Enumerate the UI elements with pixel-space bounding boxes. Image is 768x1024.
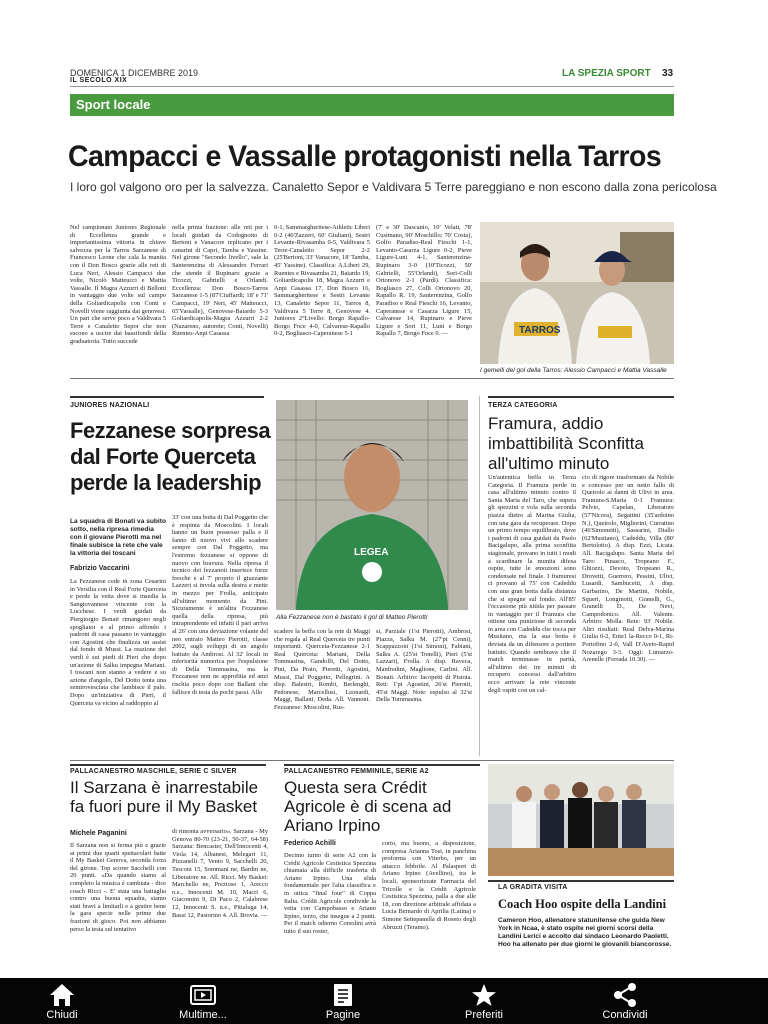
tab-close[interactable] (2, 978, 122, 1024)
fezzanese-col2: 33' con una botta di Dal Poggetto che è respinta da Moscolini. I locali hanno un buon possesso palla e il fanno di nuovo vivi allo scadere sempre con Dal Poggetto, ma l'estremo fezzanese si oppone di nuovo con bravura. Nella ripresa il tecnico dei fezzanoti inserisce forze fresche e al 7' proprio il giuzzante Lazzeri si invola sulla destra e mette in mezzo per Frolla, anticipato all'ultimo momento da Pini. Sicuramente è un'altra Fezzanese quella della ripresa, più intraprendente ed infatti il pari arriva al 26' con una deviazione volante del neo entrato Matteo Pierotti, classe 2002, sugli sviluppi di un angolo battuto da Ambrosi. Al 32' locali in inferiorità numerica per l'espulsione di Della Tommasina, ma la Fezzanese non ne approfitta ed anzi rischia poco dopo con Ballani che fallisce di testa da pochi passi. Allo (172, 514, 268, 696)
main-subheadline: I loro gol valgono oro per la salvezza. Canaletto Sepor e Valdivara 5 Terre pareggiano e non escono dalla zona pericolosa (70, 180, 717, 194)
credit-col2: corto, ma buono, a disposizione, compresa Arianna Tosi, in panchina proforma con Viterbo, per un attacco febbrile. Al Palasport di Ariano Irpino (Avellino), tra le locali, sponsorizzate Farmacia del Tricolle e la Crédit Agricole Cestistica Spezzina, palla a due alle 18, con direzione arbitrale affidata a Lucia Bernardo di Aprilia (Latina) e Simone Settepanella di Roseto degli Abruzzi (Teramo). (382, 840, 476, 931)
main-photo-caption: I gemelli del gol della Tarros: Alessio Campacci e Mattia Vassalle (480, 367, 667, 374)
tab-close-label: Chiudi (46, 1009, 78, 1021)
sarzana-byline: Michele Paganini (70, 830, 127, 837)
main-story-col2: nella prima frazione: alle reti per i locali guidati da Codognotto di Bertoni e Vanacore replicano per i canarini di Capri, Tamba e Yassine. Nel girone "Secondo livello", sale la Santerenzina di Alessandro Ferrari che stende il Rupinaro grazie a Ticozzi, Gabrielli e Orlandi. Eccellenza: Don Bosco-Tarros Sarzanese 1-5 (87'Ciuffardi; 18' e 71' Campacci, 19' Neri, 45' Matteucci, 65'Vassalle), Genovese-Baiardo 5-3 Goliardicapolis-Magra Azzurri 2-2 (Nazareno, autorete; Conti, Novelli) Ruentes-Anpi Casassa (172, 224, 268, 338)
divider-rule-2 (70, 760, 674, 761)
tab-share[interactable] (565, 978, 685, 1024)
section-name: LA SPEZIA SPORT (562, 68, 651, 79)
tab-multimedia[interactable] (143, 978, 263, 1024)
tab-pages-label: Pagine (325, 1009, 361, 1021)
coach-kicker: LA GRADITA VISITA (498, 884, 568, 891)
page-number: 33 (662, 68, 674, 79)
credit-top-rule (284, 764, 480, 766)
share-icon (612, 983, 638, 1010)
main-headline: Campacci e Vassalle protagonisti nella Tarros (68, 140, 662, 173)
credit-byline: Federico Achilli (284, 840, 336, 847)
fezzanese-col4: si, Parziale (1'st Pierotti), Ambrosi, Piazza, Salku M. (27'pt Cenni), Scappazzoni (1'st Simoni), Fabiani, Salku A. (25'st Tonelli), Pieri (5'st Lazzari), Frolla. A disp. Raveca, Manfredini, Maglione, Carlini. All. Bonati. Arbitro: Iacopetti di Pistoia. Reti: 1'pt Agostini, 26'st Pierotti, 45'st Maggi. Note: espulso al 32'st Della Tommasina. (376, 628, 472, 704)
framura-col1: Un'autentica beffa in Terza Categoria. Il Framura perde in casa all'ultimo minuto contro il Santa Maria del Taro, che supera gli spezzini e vola sulla seconda piazza dietro al Marina Giulia, con una gara da recuperare. Dopo un primo tempo equilibrato, dove i padroni di casa guidati da Paolo Bacigalupo, alla prima sconfitta stagionale, provano in tutti i modi a scardinare la munita difesa ospite, tutte le emozioni sono condensate nel finale. I framuresi ci provano al 75' con Cadeddu con una gran botta dalla distanza che si spegne sul fondo. All'85' l'occasione più nitida per passare in vantaggio per il Framura che ottiene una punizione di seconda in area con Cadeddu che tocca per Musitano, ma la sua botta è deviata da un difensore a portiere battuto. Quando sembrava che il match terminasse in parità, all'ultimo dei tre minuti di recupero concessi dall'arbitro ecco arrivare la rete vincente degli ospiti con un cal- (488, 474, 576, 694)
fezzanese-byline: Fabrizio Vaccarini (70, 565, 130, 572)
sarzana-headline: Il Sarzana è inarrestabile fa fuori pure il My Basket (70, 778, 259, 816)
credit-headline: Questa sera Crédit Agricole è di scena ad Ariano Irpino (284, 778, 452, 835)
coach-photo (488, 764, 674, 876)
main-photo (480, 222, 674, 364)
sarzana-col2: di rimonta avversario». Sarzana - My Genova 80-70 (23-21, 50-37, 64-58) Sarzana: Bencaster, Dell'Innocenti 4, Viola 14, Albanesi, Melegari 11, Pizzanelli 7, Vento 9, Sacchelli 20, Tesconi 15, Sommani ne, Bardin ne, Liberatore ne. All. Ricci. My Basket: Marchello ne, Prezioso 1, Arecco n.e., Innocenti M. 10, Macri 6, Giacomini 9, Di Paco 2, Calabrese 12, Innocenti S. n.e., Pittaluga 14, Bassi 12, Pastorino 4. All. Brovia. — (172, 828, 268, 919)
multimedia-icon (190, 983, 216, 1010)
sarzana-col1: Il Sarzana non si ferma più e grazie ai primi due quarti spettacolari batte il My Basket Genova, seconda forza del girone. Top scorer Sacchelli con 20 punti. «Da quando siamo al completo la musica è cambiata - dice coach Ricci -. E' stata una battaglia contro una buona squadra, siamo stati bravi a limitarli e a gestire bene la gara specie nelle prime due frazioni di gioco. Poi non abbiamo perso la testa sul tentativo (70, 842, 166, 933)
fezzanese-lead: La squadra di Bonati va subito sotto, nella ripresa rimedia con il giovane Pierotti ma nel finale subisce la rete che vale la vittoria dei toscani (70, 518, 166, 557)
svg-text:TARROS: TARROS (519, 325, 561, 336)
main-story-col1: Nel campionato Juniores Regionale di Eccellenza grande e importantissima vittoria in chiave salvezza per la Tarros Sarzanese di Francesco Leone che cala la manita con il Don Bosco grazie alle reti di Luca Neri, Alessio Campacci due volte, Nicolò Matteucci e Mattia Vassalle. Il Magra Azzurri di Belloni in vantaggio due volte sul campo della Goliardicapolis con Conti e Novelli viene raggiunta dai genovesi. Un pari che serve poco a Valdivara 5 Terre e Canaletto Sepor che non escono a uscire dai bassifondi della graduatoria. Tutto succede (70, 224, 166, 345)
fezzanese-col1: La Fezzanese cede in zona Cesarini in Versilia con il Real Forte Querceta e perde la vetta dove si insedia la Sangiovannese vincente con la Lucchese. I verdi guidati da Piergiorgio Bonati rimangono negli spogliatoi e al primo affondo i padroni di casa passano in vantaggio con Agostini che finalizza un assist dal fondo di Mussi. La reazione dei verdi è sui piedi di Pieri che dopo un'azione di Salku impegna Mariani. I toscani non stanno a vedere e su azione d'angolo, Del Dotto tenta una semirovesciata che lambisce il palo. Dopo un'iniziativa di Pieri, il Querceta va vicino al raddoppio al (70, 578, 166, 707)
tab-favorites[interactable] (424, 978, 544, 1024)
main-story-col3: 0-1, Sammargheritese-Athletic Liberi 0-2 (40'Zazzeri, 60' Giuliani), Sestri Levante-Rivasamba 0-5, Valdivara 5 Terre-Canaletto Sepor 2-2 (25'Bertoni, 33' Vanacore, 18' Tamba, 45' Yassine). Classifica: A.Liberi 29, Ruentes e Rivasamba 21, Baiardo 19, Goliardicapolis 18, Magra Azzurri e Anpi Casassa 17, Don Bosco 16, Sammargheritese e Sestri Levante 13, Canaletto Sepor 11, Tarros 8, Valdivara 5 Terre 8, Genovese 4. Juniores 2°Livello: Borgo Rapallo-Borgo Foce 4-0, Calvarese-Rapallo 0-2, Bogliasco-Caperanese 5-1 (274, 224, 370, 338)
section-band-label: Sport locale (76, 97, 151, 112)
issue-date: DOMENICA 1 DICEMBRE 2019 (70, 68, 199, 78)
publication-name: IL SECOLO XIX (70, 77, 128, 84)
sarzana-kicker: PALLACANESTRO MASCHILE, SERIE C SILVER (70, 768, 237, 775)
section-band (70, 94, 674, 116)
framura-col2: cio di rigore trasformato da Nobile e concesso per un netto fallo di Queirolo ai danni di Ulivi in area. Framura-S.Maria 0-1 Framura: Pelvio, Capelan, Liberatore (57'Nicora), Segattini (35'ardoino N.), Queirolo, Migliorini, Curratino (46'Simonetti), Sassarini, Diallo (62'Musitano), Cadeddu, Villa (80' Bertolotto). A disp. Ezzi, Licata. All. Bacigalupo. Santa Maria del Taro: Pinasco, Tropeano F., Ghiozzi, Devoto, Tropeano R., Drovetti, Guerrero, Pessini, Ulivi, Lusardi, Sambucetti, A disp. Garbarino, De Martini, Nobile, Squeri, Longinotti, Granelli, G., Granelli D., De Nevi, Campodonico. All. Valente. Arbitro: Molla. Rete: 93' Nobile. Altri risultati: Real Delva-Marina Giulia 0-2, Ente1 la-Recco 0-1, Ri-Portofino 2-0, Vall D'Aveto-Rapid Nozarego 3-3. Oggi: Lumarzo-Arenelle (Ferrada 10.30). — (582, 474, 674, 664)
coach-headline: Coach Hoo ospite della Landini (498, 897, 667, 911)
column-divider (479, 396, 480, 756)
tab-multimedia-label: Multime... (179, 1009, 227, 1021)
bottom-toolbar (0, 978, 768, 1024)
fezzanese-headline: Fezzanese sorpresa dal Forte Querceta perde la leadership (70, 418, 271, 495)
credit-col1: Decimo turno di serie A2 con la Crédit Agricole Cestistica Spezzina chiamata alla difficile trasferta di Ariano Irpino. Una sfida fondamentale per l'alta classifica e in ottica "final four" di Coppa Italia. Crédit Agricole condivide la vetta con Campobasso e Ariano Irpino, terzo, che insegue a 2 punti. Per il match odierno Corsolini avrà tutto il suo roster, (284, 852, 376, 935)
pages-icon (332, 983, 354, 1010)
fezzanese-col3: scadere la beffa con la rete di Maggi che regala al Real Querceta tre punti importanti. Querceta-Fezzanese 2-1 Real Querceta: Mariani, Della Tommasina, Gandolfi, Del Dotto, Pini, Da Prato, Pieretti, Agostini, Mussi, Dal Poggetto, Pellegrini. A disp. Balestri, Rombi, Berlenghi, Pedonese, Marcellusi, Leonardi, Maggi, Ballani, Deda. All. Vannoni. Fezzanese: Moscolini, Rus- (274, 628, 370, 711)
star-icon (471, 983, 497, 1010)
tab-pages[interactable] (283, 978, 403, 1024)
credit-kicker: PALLACANESTRO FEMMINILE, SERIE A2 (284, 768, 429, 775)
sarzana-top-rule (70, 764, 266, 766)
fezzanese-photo (276, 400, 468, 610)
fezzanese-photo-caption: Alla Fezzanese non è bastato il gol di Matteo Pierotti (276, 614, 428, 621)
divider-rule (70, 378, 674, 379)
coach-body: Cameron Hoo, allenatore statunitense che guida New York in Ncaa, è stato ospite nei giorni scorsi della Landini Lerici e accolto dal sindaco Leonardo Paoletti. Hoo ha allenato per due giorni le giovanili biancorosse. (498, 917, 672, 948)
framura-headline: Framura, addio imbattibilità Sconfitta all'ultimo minuto (488, 414, 644, 473)
svg-text:LEGEA: LEGEA (354, 547, 389, 558)
framura-kicker: TERZA CATEGORIA (488, 402, 558, 409)
fezzanese-kicker: JUNIORES NAZIONALI (70, 402, 150, 409)
framura-top-rule (488, 396, 674, 398)
main-story-col4: (7' e 30' Dascanio, 10' Velati, 78' Cusimano, 90' Moschillo; 70' Costa), Golfo Paradiso-Real Fieschi 1-1, Levanto-Casarza Ligure 0-2, Pieve Ligure-Luni 4-1, Santerenzina-Rupinaro 3-0 (10'Ticozzi, 50' Gabrielli, 55'Orlandi), Sori-Colli Ortonovo 2-1 (Pardi). Classifica: Bogliasco 27, Colli Ortonovo 20, Rapallo R. 19, Santerenzina, Golfo Paradiso e Real Fieschi 16, Levanto, Caperanese e Casarza Ligure 15, Calvarese 14, Rupinaro e Pieve Ligure e Sori 11, Luni e Borgo Rapallo 7, Borgo Foce 0. — (376, 224, 472, 338)
home-icon (49, 983, 75, 1010)
tab-share-label: Condividi (602, 1009, 648, 1021)
fezzanese-top-rule (70, 396, 264, 398)
tab-favorites-label: Preferiti (465, 1009, 503, 1021)
header-rule (70, 86, 674, 87)
coach-top-rule (488, 880, 674, 882)
